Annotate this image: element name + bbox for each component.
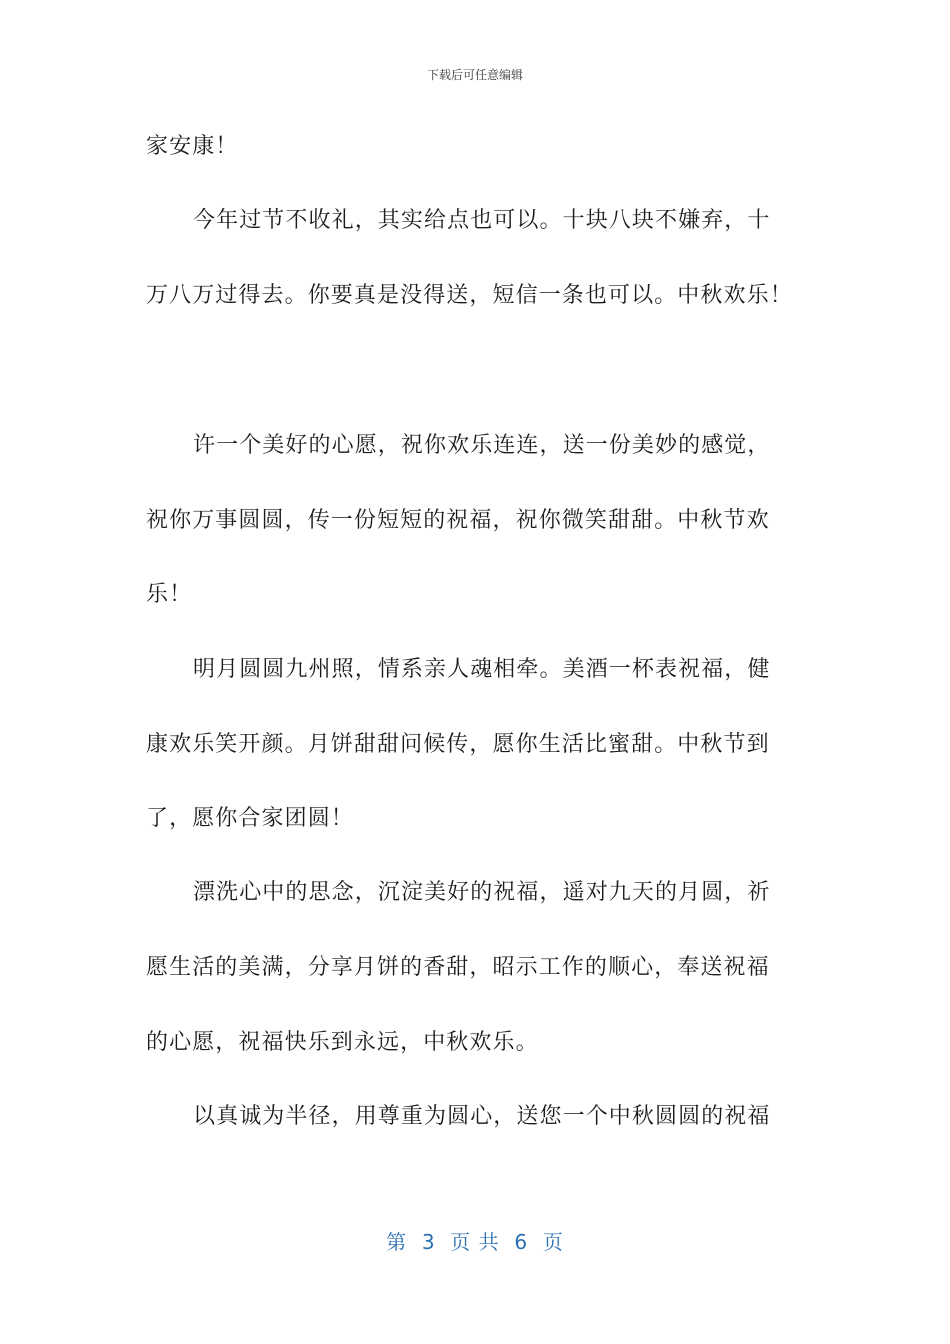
text-line: 许一个美好的心愿，祝你欢乐连连，送一份美妙的感觉， [193, 433, 771, 458]
text-line: 万八万过得去。你要真是没得送，短信一条也可以。中秋欢乐！ [146, 283, 793, 308]
page-header-note: 下载后可任意编辑 [426, 68, 523, 82]
text-line: 康欢乐笑开颜。月饼甜甜问候传，愿你生活比蜜甜。中秋节到 [146, 732, 770, 757]
text-line: 家安康！ [146, 134, 239, 159]
text-line: 乐！ [146, 582, 193, 607]
text-line: 今年过节不收礼，其实给点也可以。十块八块不嫌弃，十 [193, 208, 771, 233]
text-line: 漂洗心中的思念，沉淀美好的祝福，遥对九天的月圆，祈 [193, 880, 771, 905]
text-line: 以真诚为半径，用尊重为圆心，送您一个中秋圆圆的祝福 [193, 1104, 771, 1129]
page-footer: 第 3 页 共 6 页 [386, 1230, 564, 1254]
text-line: 的心愿，祝福快乐到永远，中秋欢乐。 [146, 1030, 539, 1055]
text-line: 愿生活的美满，分享月饼的香甜，昭示工作的顺心，奉送祝福 [146, 955, 770, 980]
text-line: 明月圆圆九州照，情系亲人魂相牵。美酒一杯表祝福，健 [193, 657, 771, 682]
text-line: 了，愿你合家团圆！ [146, 806, 354, 831]
text-line: 祝你万事圆圆，传一份短短的祝福，祝你微笑甜甜。中秋节欢 [146, 508, 770, 533]
